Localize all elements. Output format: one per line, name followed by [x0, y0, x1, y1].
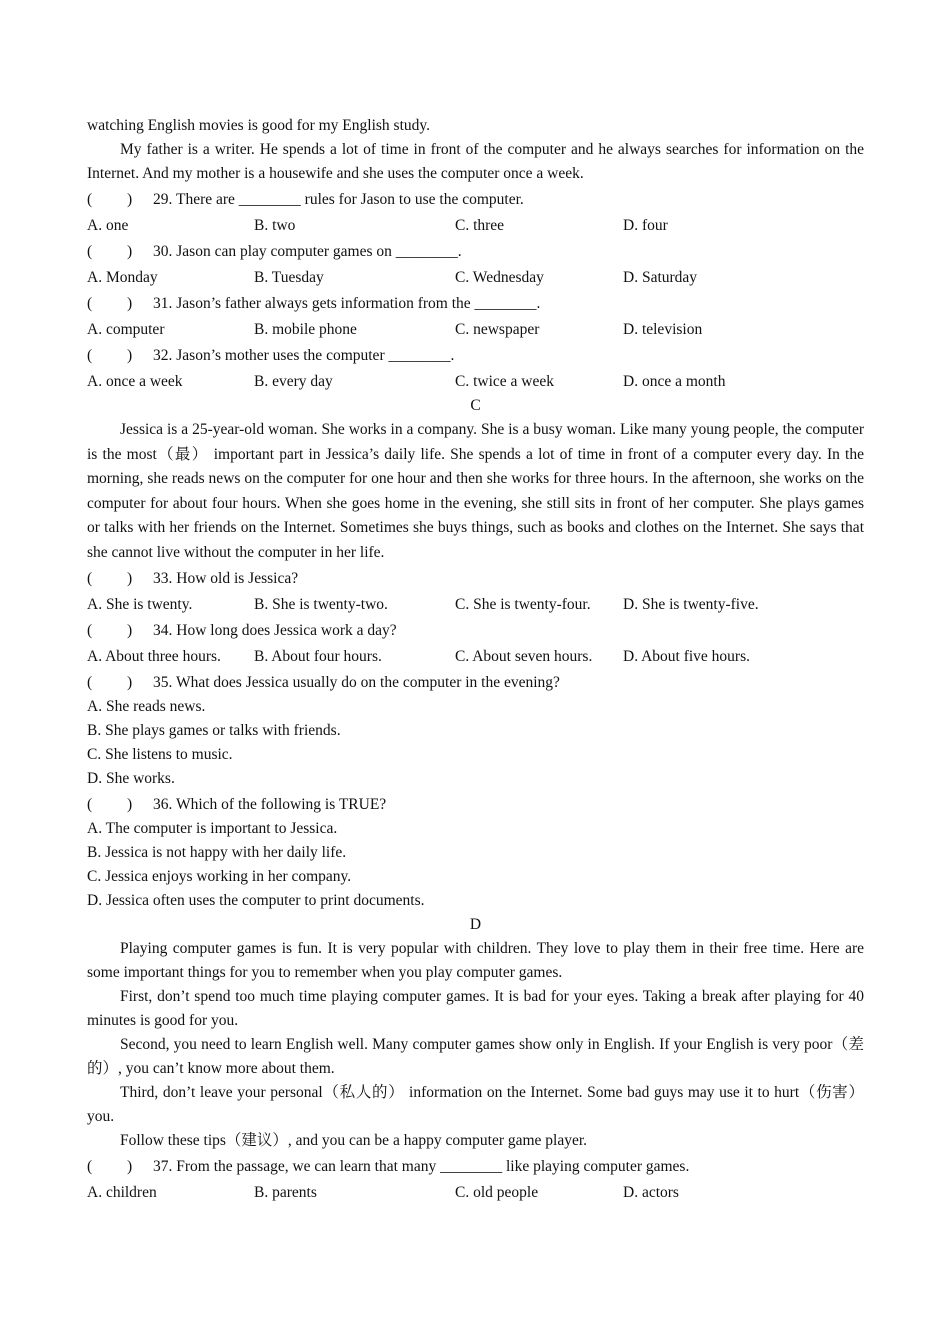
option-d: D. She is twenty-five.	[623, 596, 759, 613]
question-32	[87, 344, 864, 368]
option-b: B. parents	[254, 1184, 317, 1201]
question-36	[87, 793, 864, 817]
question-stem: 34. How long does Jessica work a day?	[153, 622, 397, 639]
question-stem: 33. How old is Jessica?	[153, 570, 299, 587]
options-31	[87, 318, 864, 342]
answer-blank[interactable]: ( )	[87, 1158, 133, 1175]
exam-page	[87, 114, 864, 1205]
answer-blank[interactable]: ( )	[87, 796, 133, 813]
question-29	[87, 188, 864, 212]
question-stem: 31. Jason’s father always gets information from the ________.	[153, 295, 541, 312]
options-34	[87, 645, 864, 669]
option-b: B. She plays games or talks with friends.	[87, 722, 341, 739]
answer-blank[interactable]: ( )	[87, 622, 133, 639]
option-b: B. mobile phone	[254, 321, 357, 338]
section-d-paragraph-4: Third, don’t leave your personal（私人的） information on the Internet. Some bad guys may use it to hurt（伤害） you.	[87, 1084, 864, 1125]
answer-blank[interactable]: ( )	[87, 191, 133, 208]
section-d-title: D	[469, 916, 482, 933]
option-c: C. newspaper	[455, 321, 540, 338]
option-b: B. Jessica is not happy with her daily life.	[87, 844, 347, 861]
option-c: C. three	[455, 217, 505, 234]
question-35	[87, 671, 864, 695]
section-c-passage: Jessica is a 25-year-old woman. She works in a company. She is a busy woman. Like many young people, the computer is the most（最） important part in Jessica’s daily life. She spends a lot of time in front of a computer every day. In the morning, she reads news on the computer for one hour and then she works for three hours. In the afternoon, she works on the computer for about four hours. When she goes home in the evening, she still sits in front of her computer. She plays games or talks with her friends on the Internet. Sometimes she buys things, such as books and clothes on the Internet. She says that she cannot live without the computer in her life.	[87, 421, 864, 561]
question-stem: 32. Jason’s mother uses the computer ________.	[153, 347, 455, 364]
options-37	[87, 1181, 864, 1205]
options-32	[87, 370, 864, 394]
answer-blank[interactable]: ( )	[87, 295, 133, 312]
answer-blank[interactable]: ( )	[87, 243, 133, 260]
option-a: A. Monday	[87, 269, 158, 286]
option-c: C. twice a week	[455, 373, 554, 390]
option-a: A. once a week	[87, 373, 183, 390]
passage-b-continuation: watching English movies is good for my English study.	[87, 117, 430, 134]
answer-blank[interactable]: ( )	[87, 570, 133, 587]
options-30	[87, 266, 864, 290]
options-29	[87, 214, 864, 238]
option-b: B. Tuesday	[254, 269, 324, 286]
option-d: D. About five hours.	[623, 648, 751, 665]
section-d-paragraph-1: Playing computer games is fun. It is very popular with children. They love to play them in their free time. Here are some important things for you to remember when you play computer games.	[87, 940, 864, 981]
option-c: C. She is twenty-four.	[455, 596, 591, 613]
option-a: A. computer	[87, 321, 165, 338]
question-stem: 29. There are ________ rules for Jason to use the computer.	[153, 191, 524, 208]
answer-blank[interactable]: ( )	[87, 674, 133, 691]
option-b: B. every day	[254, 373, 333, 390]
passage-b-paragraph: My father is a writer. He spends a lot of time in front of the computer and he always searches for information on the Internet. And my mother is a housewife and she uses the computer once a week.	[87, 141, 864, 182]
option-b: B. She is twenty-two.	[254, 596, 388, 613]
answer-blank[interactable]: ( )	[87, 347, 133, 364]
question-34	[87, 619, 864, 643]
option-c: C. Jessica enjoys working in her company.	[87, 868, 352, 885]
option-c: C. old people	[455, 1184, 539, 1201]
option-c: C. She listens to music.	[87, 746, 233, 763]
option-d: D. television	[623, 321, 703, 338]
option-d: D. She works.	[87, 770, 175, 787]
section-d-paragraph-3: Second, you need to learn English well. Many computer games show only in English. If your English is very poor（差的）, you can’t know more about them.	[87, 1036, 864, 1077]
option-a: A. children	[87, 1184, 157, 1201]
option-d: D. four	[623, 217, 668, 234]
option-d: D. Jessica often uses the computer to print documents.	[87, 892, 425, 909]
question-30	[87, 240, 864, 264]
question-stem: 36. Which of the following is TRUE?	[153, 796, 387, 813]
option-d: D. Saturday	[623, 269, 698, 286]
question-31	[87, 292, 864, 316]
question-stem: 37. From the passage, we can learn that many ________ like playing computer games.	[153, 1158, 690, 1175]
option-b: B. two	[254, 217, 296, 234]
option-c: C. About seven hours.	[455, 648, 593, 665]
section-d-paragraph-2: First, don’t spend too much time playing computer games. It is bad for your eyes. Taking a break after playing for 40 minutes is good for you.	[87, 988, 864, 1029]
option-a: A. She is twenty.	[87, 596, 193, 613]
option-b: B. About four hours.	[254, 648, 382, 665]
option-a: A. About three hours.	[87, 648, 221, 665]
option-c: C. Wednesday	[455, 269, 544, 286]
section-c-passage-wrap	[87, 418, 864, 565]
question-37	[87, 1155, 864, 1179]
question-stem: 30. Jason can play computer games on ________.	[153, 243, 462, 260]
option-a: A. The computer is important to Jessica.	[87, 820, 338, 837]
section-c-title: C	[470, 397, 481, 414]
question-33	[87, 567, 864, 591]
option-a: A. one	[87, 217, 129, 234]
section-d-paragraph-5: Follow these tips（建议）, and you can be a happy computer game player.	[120, 1132, 588, 1149]
option-d: D. once a month	[623, 373, 726, 390]
option-d: D. actors	[623, 1184, 679, 1201]
options-33	[87, 593, 864, 617]
question-stem: 35. What does Jessica usually do on the computer in the evening?	[153, 674, 560, 691]
option-a: A. She reads news.	[87, 698, 206, 715]
